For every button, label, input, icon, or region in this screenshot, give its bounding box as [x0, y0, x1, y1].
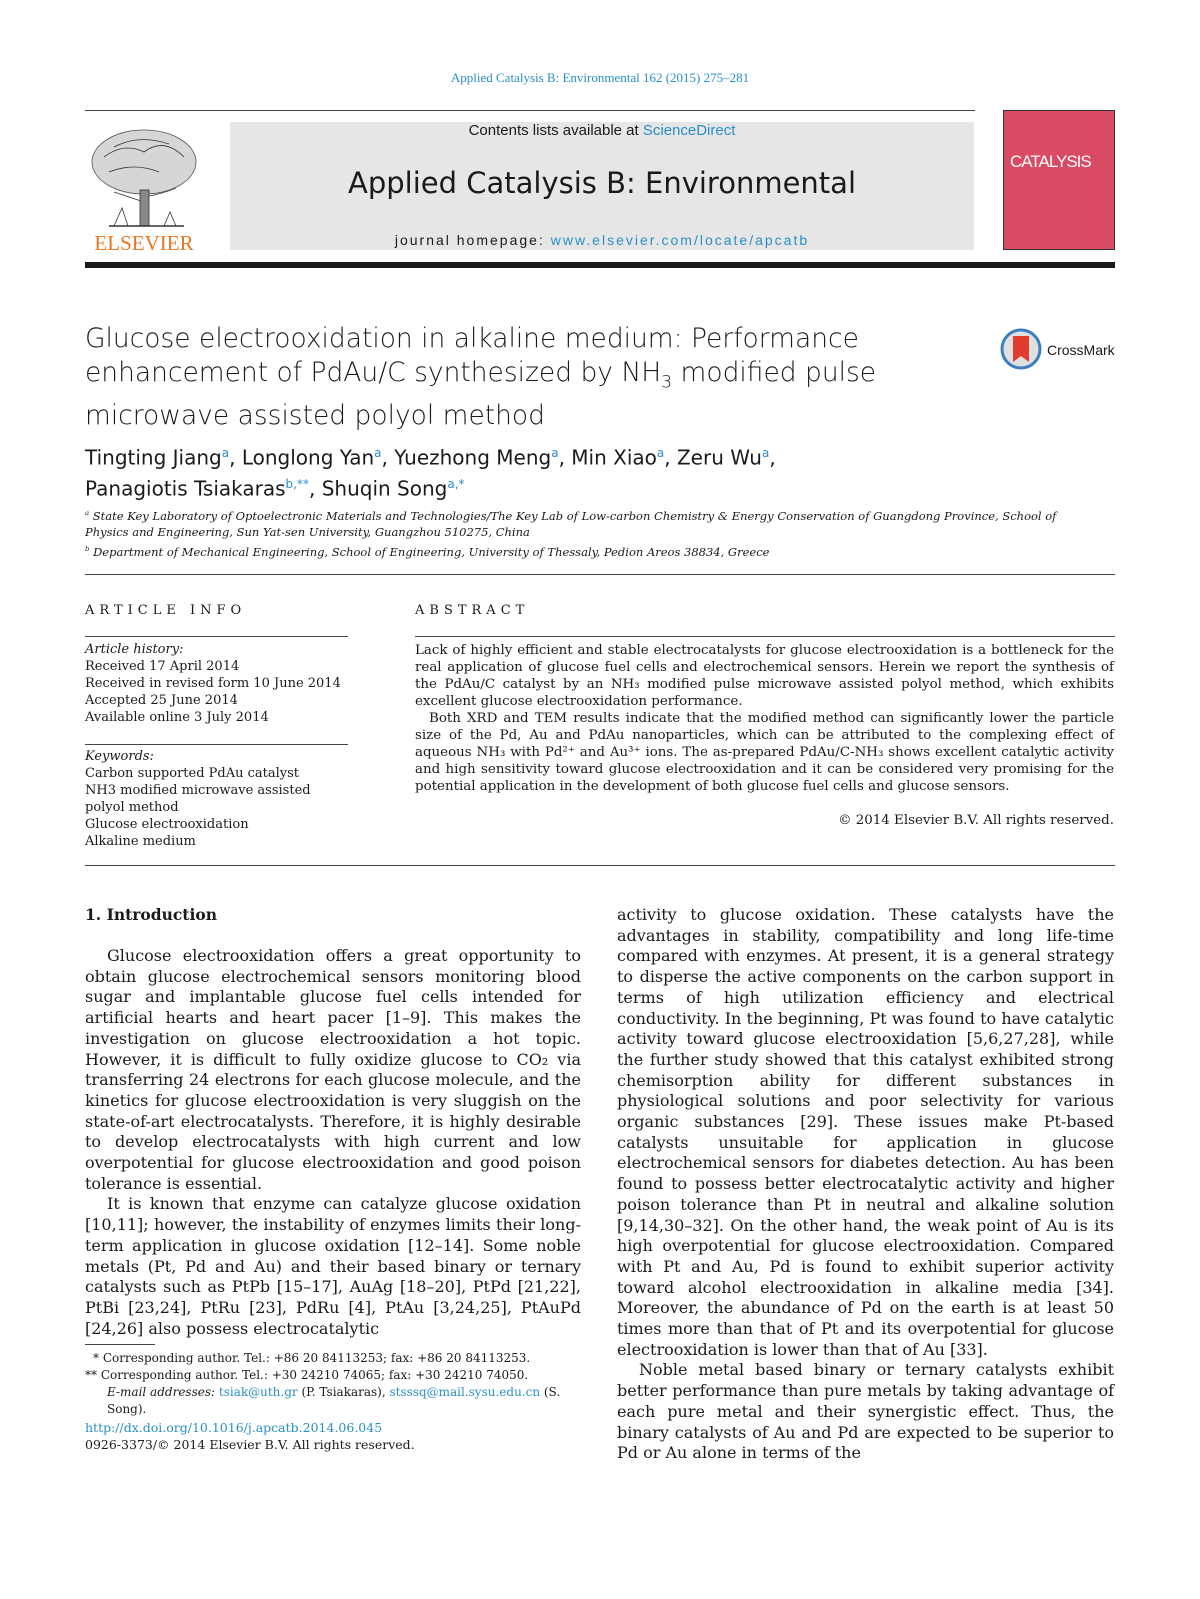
- keyword: Glucose electrooxidation: [85, 817, 249, 832]
- elsevier-logo: [84, 122, 204, 254]
- footnote: ** Corresponding author. Tel.: +30 24210 74065; fax: +30 24210 74050.: [85, 1368, 529, 1382]
- keyword: Carbon supported PdAu catalyst: [85, 766, 300, 781]
- body-paragraph: activity to glucose oxidation. These catalysts have the advantages in stability, compatibility and long life-time compared with enzymes. At present, it is a general strategy to disperse the active components on the carbon support in terms of high utilization efficiency and electrical conductivity. In the beginning, Pt was found to have catalytic activity toward glucose electrooxidation [5,6,27,28], while the further study showed that this catalyst exhibited strong chemisorption ability for different substances in physiological solutions and poor selectivity for various organic substances [29]. These issues make Pt-based catalysts unsuitable for application in glucose electrochemical sensors for diabetes detection. Au has been found to possess better electrocatalytic activity and higher poison tolerance than Pt in neutral and alkaline solution [9,14,30–32]. On the other hand, the weak point of Au is its high overpotential for glucose electrooxidation. Compared with Pt and Au, Pd is found to exhibit superior activity toward alcohol electrooxidation in alkaline media [34]. Moreover, the abundance of Pd on the earth is at least 50 times more than that of Pt and its overpotential for glucose electrooxidation is lower than that of Au [33].: [617, 905, 1114, 1359]
- affiliation-b: $^b$ Department of Mechanical Engineering, School of Engineering, University of Thessaly, Pedion Areos 38834, Greece: [85, 544, 770, 559]
- history-item: Received in revised form 10 June 2014: [85, 676, 341, 691]
- author[interactable]: Yuezhong Meng: [394, 445, 552, 470]
- doi-link[interactable]: http://dx.doi.org/10.1016/j.apcatb.2014.06.045: [85, 1420, 383, 1435]
- issn-line: 0926-3373/© 2014 Elsevier B.V. All rights reserved.: [85, 1437, 415, 1452]
- footnote-divider: [85, 1344, 155, 1345]
- body-paragraph: Glucose electrooxidation offers a great opportunity to obtain glucose electrochemical sensors monitoring blood sugar and implantable glucose fuel cells intended for artificial hearts and heart pacer [1–9]. This makes the investigation on glucose electrooxidation a hot topic. However, it is difficult to fully oxidize glucose to CO₂ via transferring 24 electrons for each glucose molecule, and the kinetics for glucose electrooxidation is very sluggish on the state-of-art electrocatalysts. Therefore, it is highly desirable to develop electrocatalysts with high current and low overpotential for glucose electrooxidation and good poison tolerance is essential.: [85, 946, 581, 1193]
- author[interactable]: Zeru Wu: [676, 445, 762, 470]
- crossmark-icon[interactable]: [1000, 328, 1042, 370]
- author[interactable]: Longlong Yan: [241, 445, 375, 470]
- section-heading: 1. Introduction: [85, 905, 217, 924]
- keywords: Keywords: Carbon supported PdAu catalyst NH3 modified microwave assisted polyol method Glucose electrooxidation Alkaline medium: [85, 748, 347, 850]
- email-link[interactable]: stsssq@mail.sysu.edu.cn: [389, 1385, 541, 1399]
- divider: [85, 636, 348, 637]
- author[interactable]: Panagiotis Tsiakaras: [85, 476, 286, 501]
- footnote: * Corresponding author. Tel.: +86 20 84113253; fax: +86 20 84113253.: [93, 1351, 531, 1365]
- journal-cover[interactable]: [1003, 110, 1115, 250]
- author-list: Tingting Jiang$^a$, Longlong Yan$^a$, Yuezhong Meng$^a$, Min Xiao$^a$, Zeru Wu$^a$, Panagiotis Tsiakaras$^{b,**}$, Shuqin Song$^{a,*}$: [85, 445, 776, 501]
- article-info-heading: ARTICLE INFO: [85, 603, 247, 618]
- email-link[interactable]: tsiak@uth.gr: [218, 1385, 298, 1399]
- author[interactable]: Shuqin Song: [321, 476, 448, 501]
- top-divider: [85, 110, 975, 111]
- header-thick-divider: [85, 262, 1115, 268]
- divider: [85, 744, 348, 745]
- abstract-heading: ABSTRACT: [415, 603, 530, 618]
- homepage-link[interactable]: www.elsevier.com/locate/apcatb: [550, 232, 810, 248]
- crossmark-label[interactable]: CrossMark: [1047, 342, 1115, 358]
- footnotes: [85, 1350, 585, 1418]
- author[interactable]: Tingting Jiang: [85, 445, 222, 470]
- body-paragraph: Noble metal based binary or ternary catalysts exhibit better performance than pure metals by taking advantage of each pure metal and their synergistic effect. Thus, the binary catalysts of Au and Pd are expected to be superior to Pd or Au alone in terms of the: [617, 1360, 1114, 1463]
- abstract-paragraph: Lack of highly efficient and stable electrocatalysts for glucose electrooxidation is a bottleneck for the real application of glucose fuel cells and electrochemical sensors. Herein we report the synthesis of the PdAu/C catalyst by an NH₃ modified pulse microwave assisted polyol method, which exhibits excellent glucose electrooxidation performance.: [415, 643, 1114, 709]
- homepage-line: journal homepage: www.elsevier.com/locate/apcatb: [394, 232, 810, 248]
- affiliation-a: $^a$ State Key Laboratory of Optoelectronic Materials and Technologies/The Key Lab of Low-carbon Chemistry & Energy Conservation of Guangdong Province, School of Physics and Engineering, Sun Yat-sen University, Guangzhou 510275, China: [85, 508, 1057, 540]
- keyword: NH3 modified microwave assisted polyol method: [85, 783, 311, 815]
- article-title: Glucose electrooxidation in alkaline medium: Performance enhancement of PdAu/C synthesized by $NH_3$ modified pulse microwave assisted polyol method: [85, 323, 877, 432]
- divider: [85, 865, 1115, 866]
- abstract-paragraph: Both XRD and TEM results indicate that the modified method can significantly lower the particle size of the Pd, Au and PdAu nanoparticles, which can be attributed to the complexing effect of aqueous NH₃ with Pd²⁺ and Au³⁺ ions. The as-prepared PdAu/C-NH₃ shows excellent catalytic activity and high sensitivity toward glucose electrooxidation and it can be considered very promising for the potential application in the development of both glucose fuel cells and glucose sensors.: [415, 711, 1114, 794]
- body-column-left: [85, 946, 581, 1339]
- author[interactable]: Min Xiao: [571, 445, 657, 470]
- keyword: Alkaline medium: [85, 834, 196, 849]
- contents-line: Contents lists available at ScienceDirect: [468, 122, 736, 139]
- body-paragraph: It is known that enzyme can catalyze glucose oxidation [10,11]; however, the instability of enzymes limits their long-term application in glucose oxidation [12–14]. Some noble metals (Pt, Pd and Au) and their based binary or ternary catalysts such as PtPb [15–17], AuAg [18–20], PtPd [21,22], PtBi [23,24], PtRu [23], PdRu [4], PtAu [3,24,25], PtAuPd [24,26] also possess electrocatalytic: [85, 1194, 581, 1338]
- abstract-copyright: © 2014 Elsevier B.V. All rights reserved.: [838, 813, 1114, 828]
- journal-title: Applied Catalysis B: Environmental: [348, 166, 856, 200]
- history-item: Received 17 April 2014: [85, 659, 240, 674]
- history-item: Accepted 25 June 2014: [85, 693, 238, 708]
- abstract-text: [415, 642, 1114, 795]
- divider: [85, 574, 1115, 575]
- sciencedirect-link[interactable]: ScienceDirect: [642, 122, 736, 139]
- article-history: Article history: Received 17 April 2014 Received in revised form 10 June 2014 Accepted 25 June 2014 Available online 3 July 2014: [85, 641, 347, 726]
- journal-reference[interactable]: Applied Catalysis B: Environmental 162 (2015) 275–281: [450, 70, 750, 85]
- elsevier-wordmark: ELSEVIER: [94, 231, 194, 254]
- affiliations: [85, 505, 1085, 560]
- body-column-right: [617, 905, 1114, 1464]
- cover-title: CATALYSIS: [1010, 152, 1091, 171]
- history-item: Available online 3 July 2014: [85, 710, 269, 725]
- email-footnote: E-mail addresses: tsiak@uth.gr (P. Tsiakaras), stsssq@mail.sysu.edu.cn (S. Song).: [107, 1385, 561, 1416]
- divider: [415, 636, 1115, 637]
- tree-illustration: [92, 130, 196, 226]
